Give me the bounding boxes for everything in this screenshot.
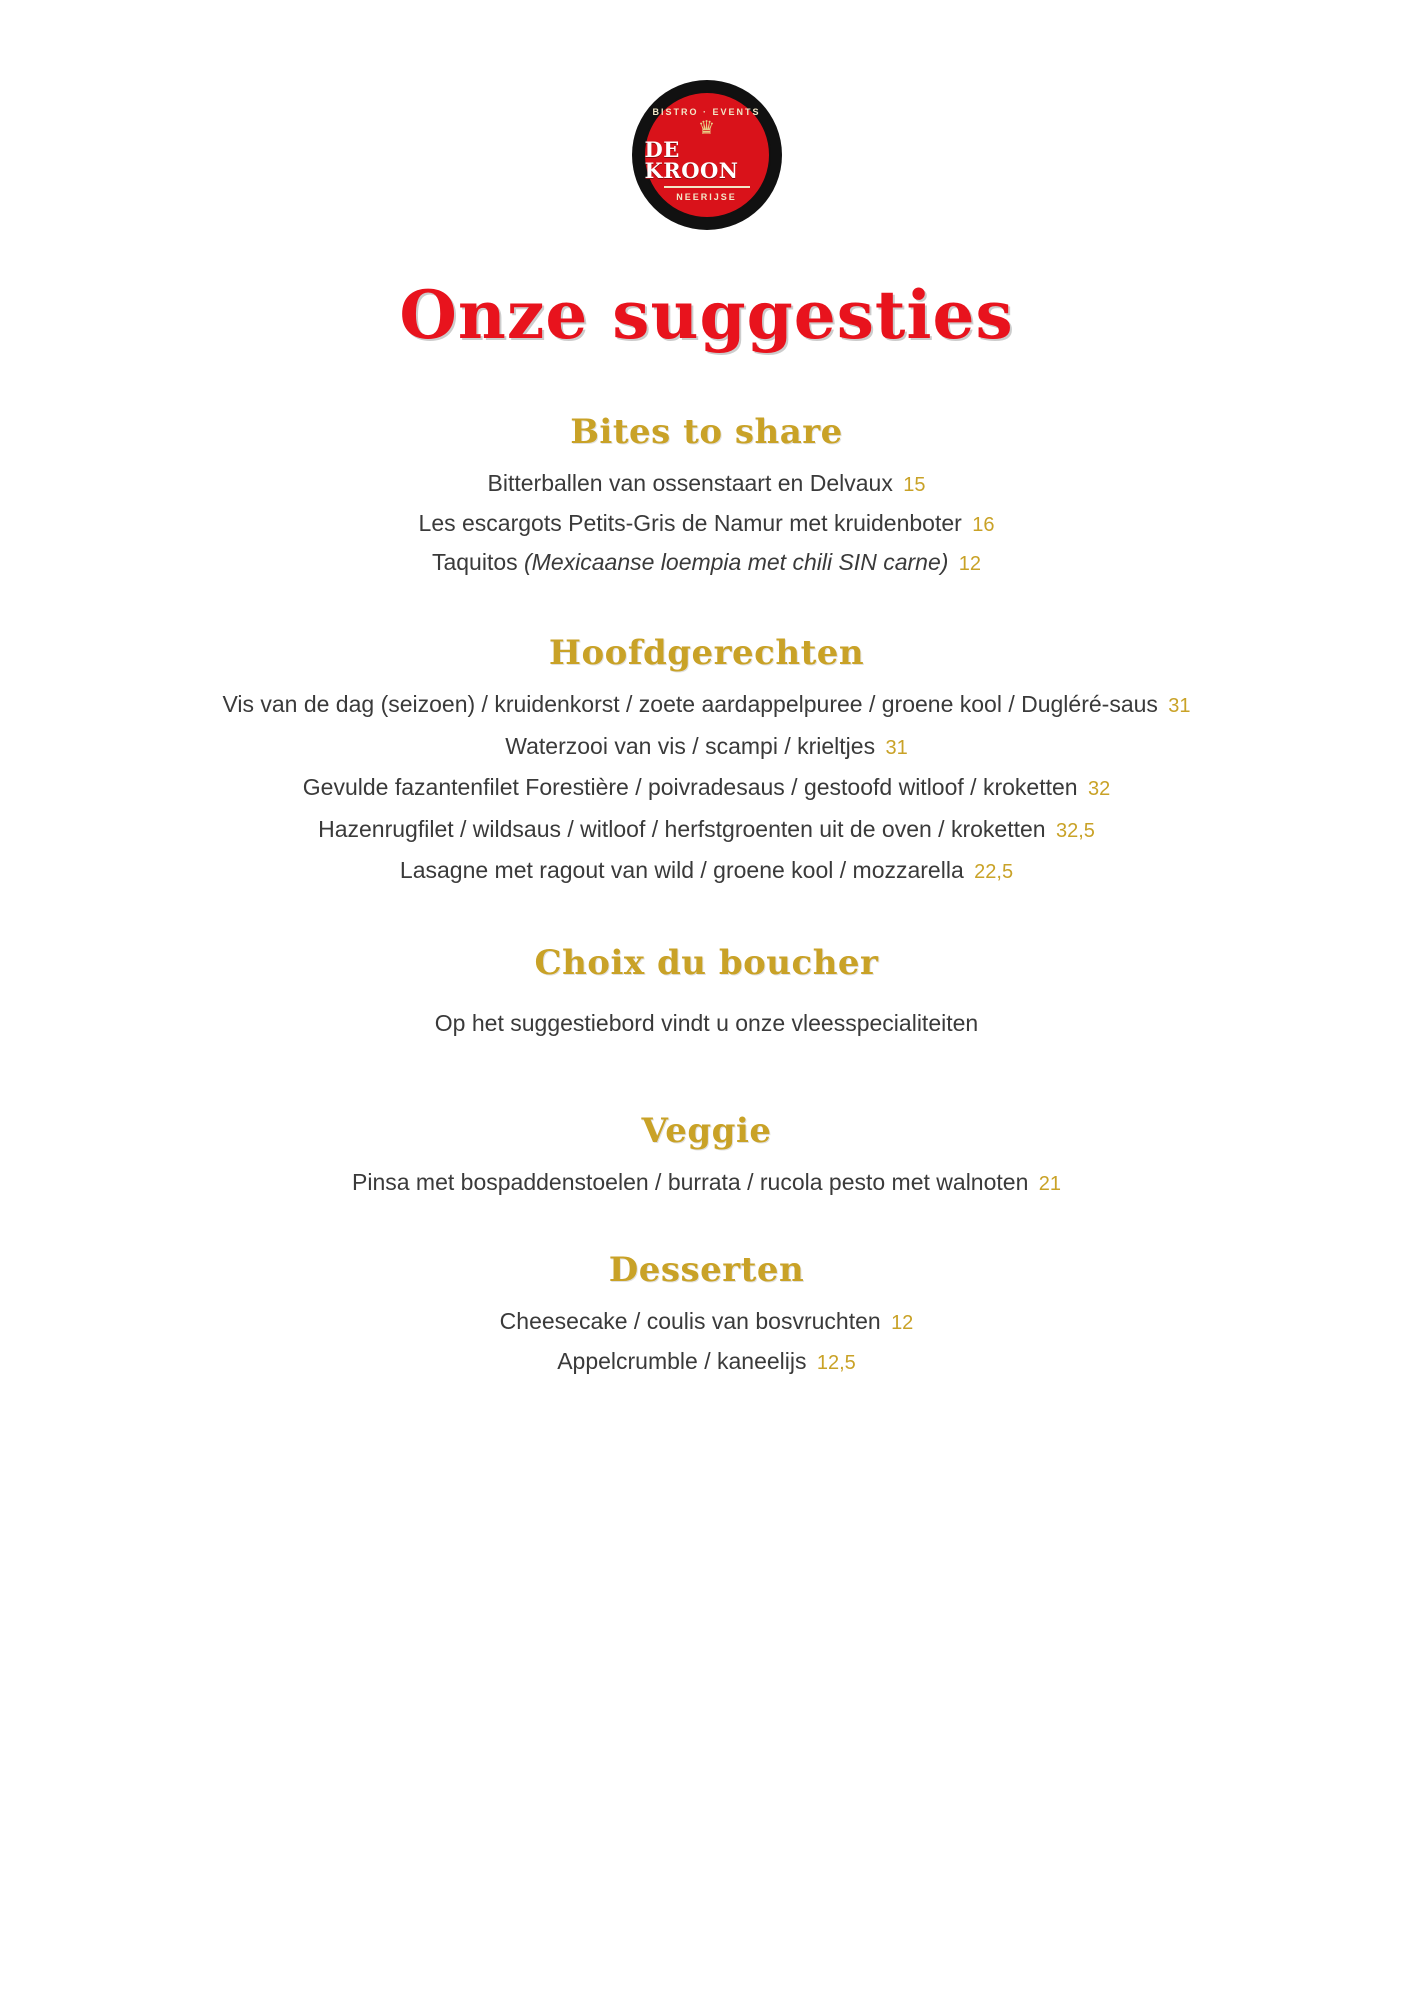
menu-item — [147, 545, 1267, 581]
menu-item-price: 12,5 — [816, 1352, 856, 1375]
section-title-bites: Bites to share — [570, 412, 843, 452]
menu-item-price: 12 — [891, 1312, 914, 1335]
section-title-desserten: Desserten — [608, 1250, 805, 1291]
menu-item-name: Gevulde fazantenfilet Forestière / poivradesaus / gestoofd witloof / kroketten — [302, 774, 1078, 801]
section-hoofdgerechten — [90, 633, 1323, 895]
section-veggie — [90, 1111, 1323, 1205]
logo-name: DE KROON — [644, 136, 739, 183]
menu-item-name: Cheesecake / coulis van bosvruchten — [499, 1308, 881, 1335]
section-title-veggie: Veggie — [641, 1110, 772, 1151]
menu-item-price: 31 — [885, 736, 908, 759]
menu-item-name: Les escargots Petits-Gris de Namur met kruidenboter — [418, 509, 962, 536]
section-choix-du-boucher — [90, 943, 1323, 1065]
menu-item — [147, 1304, 1267, 1340]
menu-item-price: 21 — [1038, 1172, 1061, 1195]
menu-item-price: 15 — [903, 474, 926, 496]
menu-item-price: 22,5 — [974, 861, 1014, 884]
menu-item — [147, 687, 1267, 723]
logo-top-text: BISTRO · EVENTS — [652, 107, 761, 117]
menu-item — [147, 812, 1267, 848]
menu-item — [147, 770, 1267, 806]
section-bites-to-share — [90, 412, 1323, 585]
logo-sub-text: NEERIJSE — [676, 191, 737, 202]
menu-item-name: Taquitos — [431, 549, 518, 576]
page-title: Onze suggesties — [399, 276, 1014, 354]
section-desserten — [90, 1250, 1323, 1383]
menu-item — [147, 1165, 1267, 1201]
menu-item-name: Lasagne met ragout van wild / groene kool / mozzarella — [399, 857, 964, 884]
menu-item-price: 12 — [958, 553, 982, 576]
menu-item-name: Hazenrugfilet / wildsaus / witloof / herfstgroenten uit de oven / kroketten — [318, 815, 1046, 842]
menu-item-price: 32,5 — [1055, 819, 1095, 842]
menu-item-name: Vis van de dag (seizoen) / kruidenkorst / zoete aardappelpuree / groene kool / Dugléré-saus — [222, 690, 1158, 717]
menu-item-price: 31 — [1168, 694, 1191, 717]
menu-item-name: Appelcrumble / kaneelijs — [557, 1348, 807, 1375]
menu-item — [147, 853, 1267, 889]
menu-item — [147, 729, 1267, 765]
menu-item-name: Pinsa met bospaddenstoelen / burrata / rucola pesto met walnoten — [352, 1168, 1035, 1195]
menu-item-price: 32 — [1087, 778, 1111, 801]
menu-item-name: Waterzooi van vis / scampi / krieltjes — [505, 732, 876, 759]
menu-item — [147, 1344, 1267, 1380]
menu-item-description: (Mexicaanse loempia met chili SIN carne) — [524, 549, 949, 576]
logo-badge — [632, 80, 782, 230]
menu-item-name: Bitterballen van ossenstaart en Delvaux — [487, 470, 893, 496]
menu-item-price: 16 — [972, 513, 995, 536]
logo-inner-disc — [643, 91, 771, 219]
section-title-hoofdgerechten: Hoofdgerechten — [548, 632, 865, 673]
restaurant-logo — [622, 70, 792, 240]
logo-divider — [664, 186, 750, 188]
section-title-choix: Choix du boucher — [534, 943, 879, 984]
menu-item — [147, 506, 1267, 542]
crown-icon: ♛ — [697, 117, 716, 139]
section-note: Op het suggestiebord vindt u onze vleesspecialiteiten — [434, 1010, 979, 1037]
menu-item — [147, 466, 1267, 502]
